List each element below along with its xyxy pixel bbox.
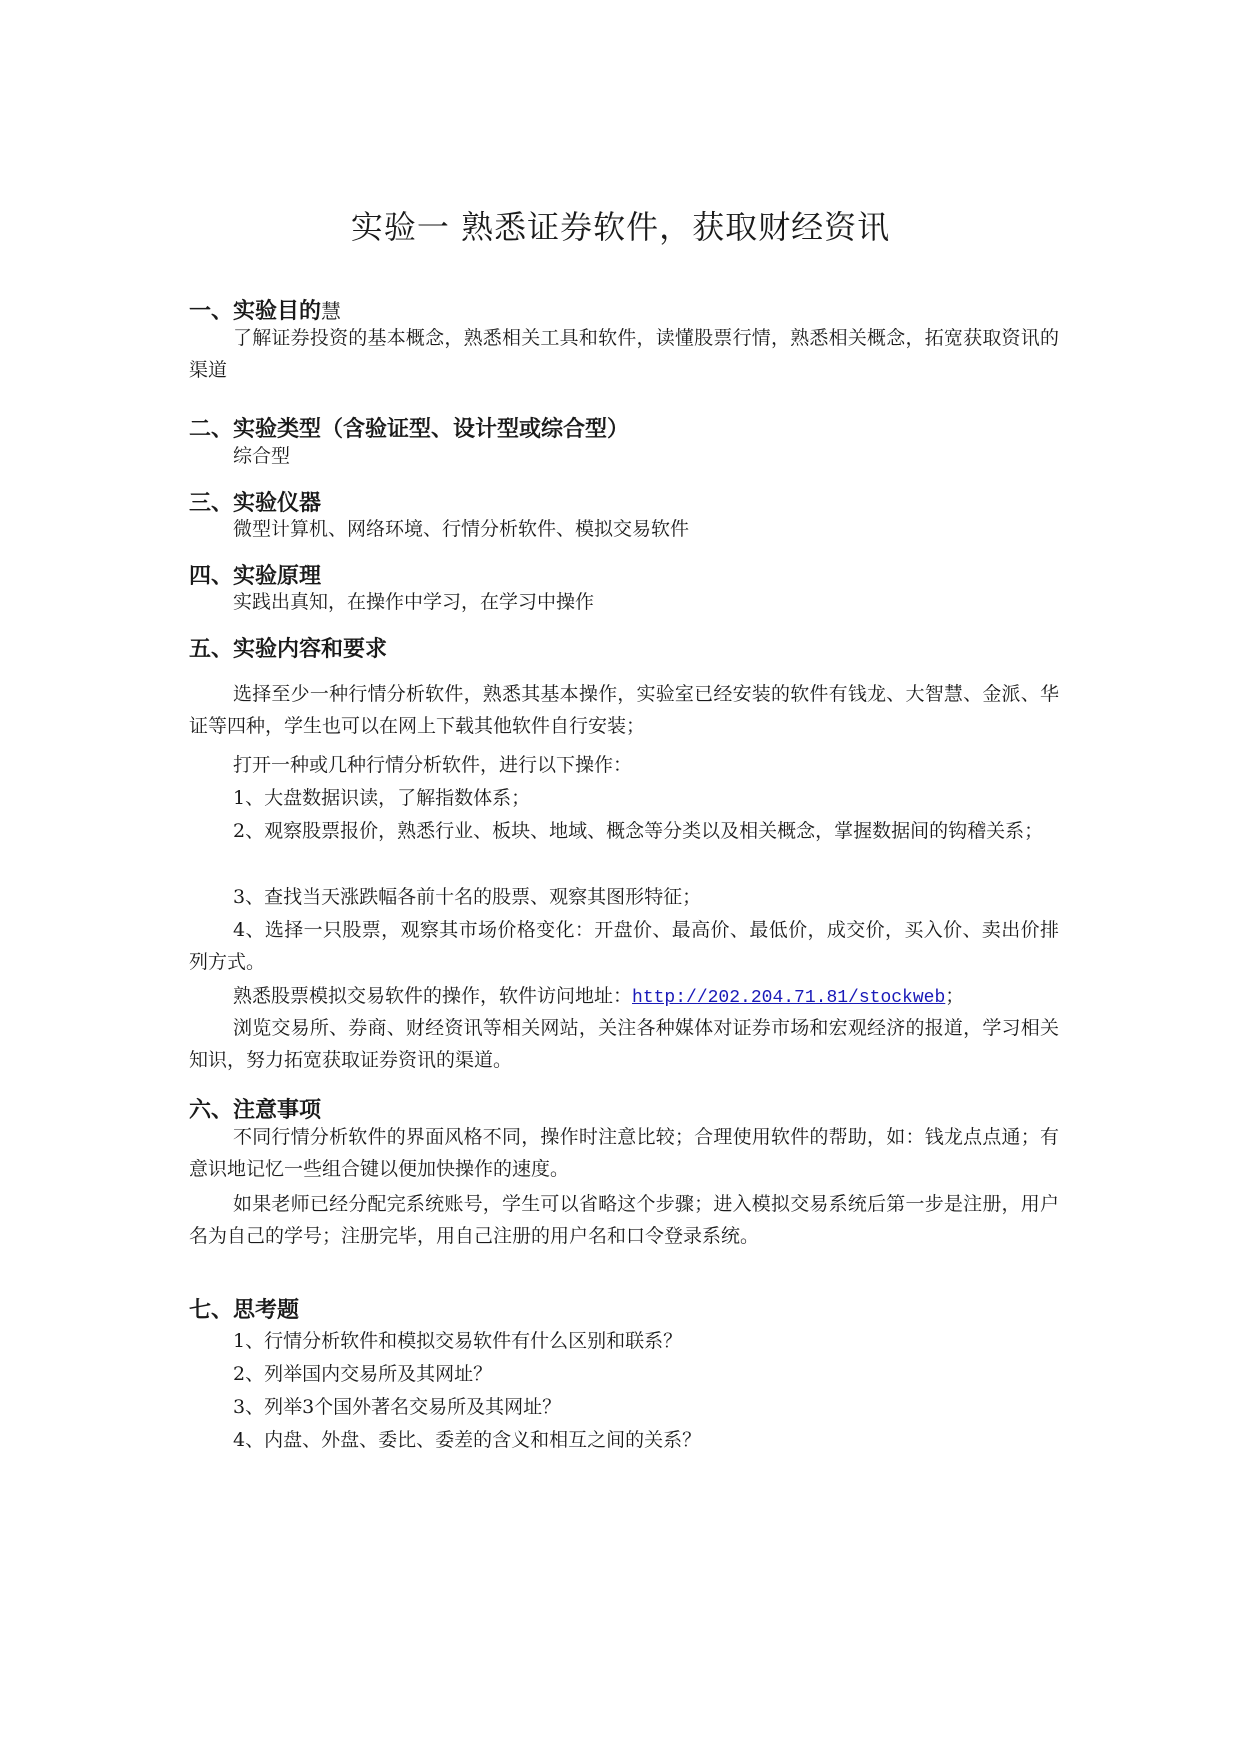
section-heading-type: 二、实验类型（含验证型、设计型或综合型） — [189, 417, 630, 442]
section-heading-questions: 七、思考题 — [189, 1298, 300, 1323]
heading-stray-mark: 慧 — [321, 299, 342, 323]
section-heading-purpose — [189, 294, 341, 325]
url-suffix: ； — [945, 985, 965, 1007]
question-2: 2、列举国内交易所及其网址？ — [233, 1363, 493, 1385]
content-item-2: 2、观察股票报价，熟悉行业、板块、地域、概念等分类以及相关概念，掌握数据间的钩稽关系； — [233, 820, 1044, 842]
section-heading-instruments: 三、实验仪器 — [189, 491, 322, 516]
type-text: 综合型 — [233, 445, 291, 467]
purpose-paragraph: 了解证券投资的基本概念，熟悉相关工具和软件，读懂股票行情，熟悉相关概念，拓宽获取资讯的渠道 — [189, 327, 1059, 381]
notes-paragraph-2: 如果老师已经分配完系统账号，学生可以省略这个步骤；进入模拟交易系统后第一步是注册，用户名为自己的学号；注册完毕，用自己注册的用户名和口令登录系统。 — [189, 1193, 1059, 1247]
content-paragraph-url — [233, 980, 964, 1014]
stockweb-link[interactable]: http://202.204.71.81/stockweb — [632, 988, 946, 1008]
section-heading-content: 五、实验内容和要求 — [189, 637, 388, 662]
question-3: 3、列举3个国外著名交易所及其网址？ — [233, 1396, 562, 1418]
content-paragraph-2: 打开一种或几种行情分析软件，进行以下操作： — [233, 754, 633, 776]
section-heading-purpose-text: 一、实验目的 — [189, 299, 322, 324]
principle-text: 实践出真知，在操作中学习，在学习中操作 — [233, 591, 595, 613]
content-paragraph-websites: 浏览交易所、券商、财经资讯等相关网站，关注各种媒体对证券市场和宏观经济的报道，学习相关知识，努力拓宽获取证券资讯的渠道。 — [189, 1017, 1059, 1071]
content-item-1: 1、大盘数据识读，了解指数体系； — [233, 787, 531, 809]
question-1: 1、行情分析软件和模拟交易软件有什么区别和联系？ — [233, 1330, 683, 1352]
instruments-text: 微型计算机、网络环境、行情分析软件、模拟交易软件 — [233, 518, 690, 540]
page-title: 实验一 熟悉证券软件，获取财经资讯 — [350, 208, 891, 246]
url-prefix: 熟悉股票模拟交易软件的操作，软件访问地址： — [233, 985, 633, 1007]
notes-paragraph-1: 不同行情分析软件的界面风格不同，操作时注意比较；合理使用软件的帮助，如：钱龙点点通；有意识地记忆一些组合键以便加快操作的速度。 — [189, 1126, 1059, 1180]
content-item-4: 4、选择一只股票，观察其市场价格变化：开盘价、最高价、最低价，成交价，买入价、卖出价排列方式。 — [189, 919, 1059, 973]
section-heading-notes: 六、注意事项 — [189, 1098, 322, 1123]
question-4: 4、内盘、外盘、委比、委差的含义和相互之间的关系？ — [233, 1429, 702, 1451]
section-heading-principle: 四、实验原理 — [189, 564, 322, 589]
content-paragraph-1: 选择至少一种行情分析软件，熟悉其基本操作，实验室已经安装的软件有钱龙、大智慧、金派、华证等四种，学生也可以在网上下载其他软件自行安装； — [189, 683, 1059, 737]
content-item-3: 3、查找当天涨跌幅各前十名的股票、观察其图形特征； — [233, 886, 702, 908]
